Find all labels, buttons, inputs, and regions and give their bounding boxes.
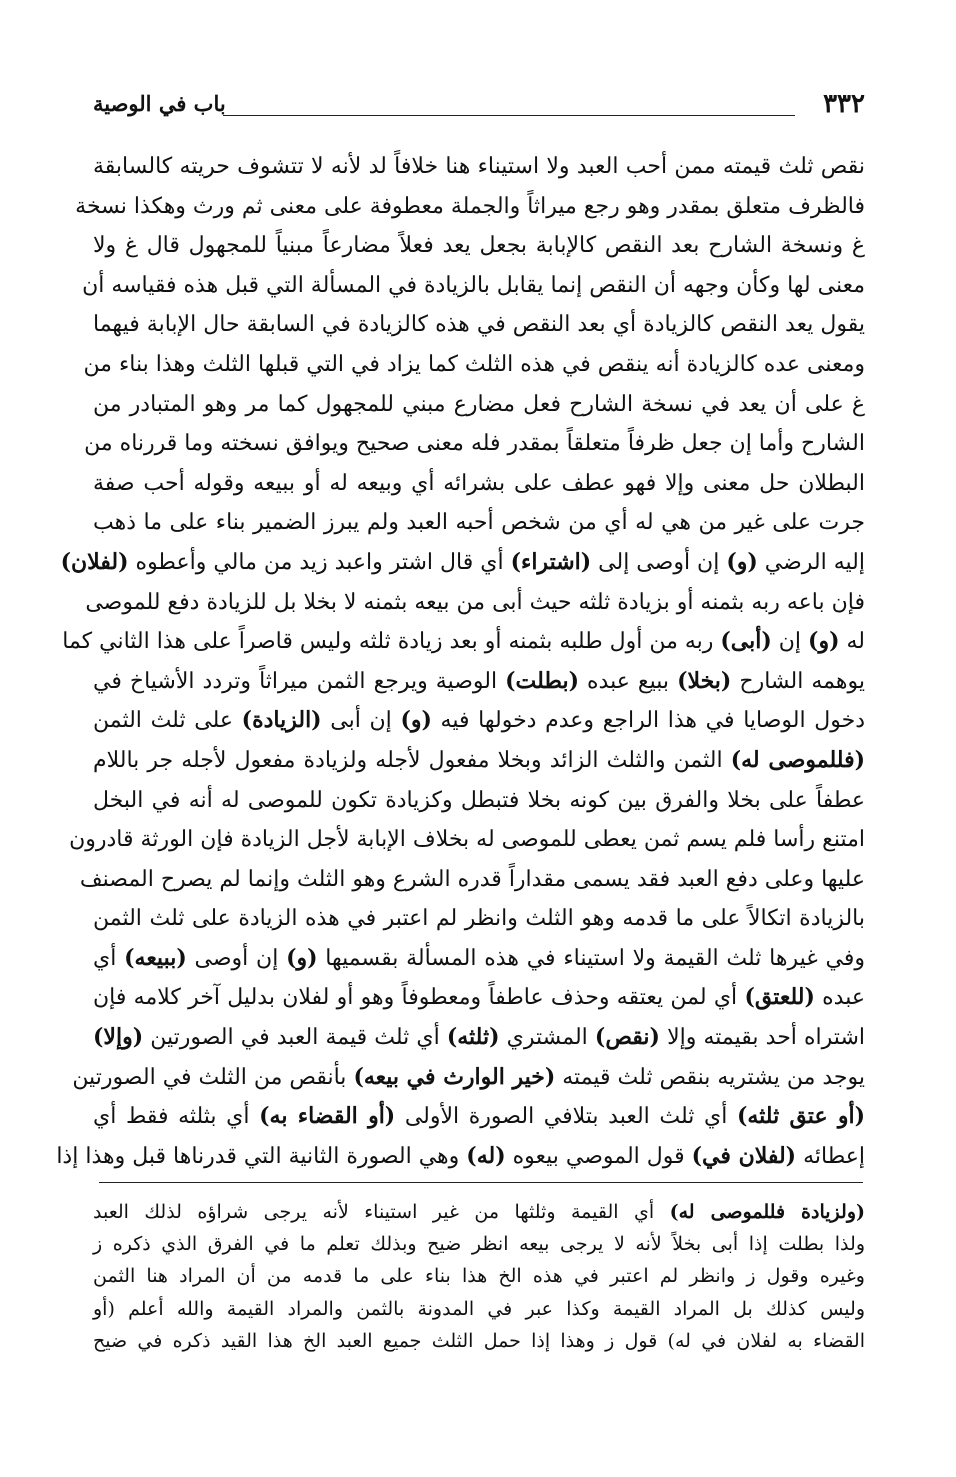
text-line: الشارح وأما إن جعل ظرفاً متعلقاً بمقدر فله معنى صحيح ويوافق نسخته وما قررناه من	[84, 431, 865, 457]
text-line: معنى لها وكأن وجهه أن النقص إنما يقابل بالزيادة في المسألة التي قبل هذه فقياسه أن	[82, 272, 865, 298]
footnote-line: وليس كذلك بل المراد القيمة وكذا عبر في المدونة بالثمن والمراد القيمة والله أعلم (أو	[93, 1297, 865, 1320]
text-line: دخول الوصايا في هذا الراجع وعدم دخولها فيه (و) إن أبى (الزيادة) على ثلث الثمن	[93, 707, 865, 734]
text-line: امتنع رأسا فلم يسم ثمن يعطى للموصى له بخلاف الإبابة لأجل الزيادة فإن الورثة قادرون	[69, 827, 865, 853]
page-number: ٣٣٢	[823, 89, 865, 119]
footnote-line: ولذا بطلت إذا أبى بخلاً لأنه لا يرجى بيعه انظر ضيح وبذلك تعلم ما في الفرق الذي ذكره ز	[93, 1233, 865, 1256]
text-line: غ على أن يعد في نسخة الشارح فعل مضارع مبني للمجهول كما مر وهو المتبادر من	[93, 391, 865, 417]
text-line: فالظرف متعلق بمقدر وهو رجع ميراثاً والجملة معطوفة على معنى ثم ورث وهكذا نسخة	[75, 193, 865, 219]
running-title: باب في الوصية	[93, 91, 226, 116]
text-line: يقول يعد النقص كالزيادة أي بعد النقص في هذه كالزيادة في السابقة حال الإبابة فيهما	[93, 312, 865, 338]
footnote-line: (ولزيادة فللموصى له) أي القيمة وثلثها من غير استيناء لأنه يرجى شراؤه لذلك العبد	[93, 1201, 865, 1223]
main-text	[56, 147, 865, 1176]
text-line: ومعنى عده كالزيادة أنه ينقص في هذه الثلث كما يزاد في التي قبلها الثلث وهذا بناء من	[83, 351, 865, 377]
footnote-text	[93, 1196, 865, 1357]
text-line: (أو عتق ثلثه) أي ثلث العبد بتلافي الصورة الأولى (أو القضاء به) أي بثلثه فقط أي	[93, 1103, 865, 1130]
footnote-line: القضاء به لفلان في له) قول ز وهذا إذا حمل الثلث جميع العبد الخ هذا القيد ذكره في ضيح	[93, 1329, 865, 1352]
header-rule	[223, 115, 795, 116]
text-line: إليه الرضي (و) إن أوصى إلى (اشتراء) أي قال اشتر واعبد زيد من مالي وأعطوه (لفلان)	[60, 548, 865, 575]
text-line: عطفاً على بخلا والفرق بين كونه بخلا فتبطل وكزيادة تكون للموصى له أنه في البخل	[93, 787, 865, 813]
text-line: عليها وعلى دفع العبد فقد يسمى مقداراً قدره الشرع وهو الثلث وإنما لم يصرح المصنف	[79, 866, 865, 892]
text-line: يوجد من يشتريه بنقص ثلث قيمته (خير الوارث في بيعه) بأنقص من الثلث في الصورتين	[72, 1063, 865, 1090]
text-line: غ ونسخة الشارح بعد النقص كالإبابة بجعل يعد فعلاً مضارعاً مبنياً للمجهول قال غ ولا	[93, 233, 865, 259]
text-line: عبده (للعتق) أي لمن يعتقه وحذف عاطفاً ومعطوفاً وهو أو لفلان بدليل آخر كلامه فإن	[93, 984, 865, 1011]
text-line: البطلان حل معنى وإلا فهو عطف على بشرائه أي وبيعه له أو ببيعه وقوله أحب صفة	[93, 470, 865, 496]
footnote-separator	[99, 1182, 863, 1183]
page-header	[93, 88, 865, 120]
text-line: بالزيادة اتكالاً على ما قدمه وهو الثلث وانظر لم اعتبر في هذه الزيادة على ثلث الثمن	[93, 906, 865, 932]
text-line: له (و) إن (أبى) ربه من أول طلبه بثمنه أو بعد زيادة ثلثه وليس قاصراً على هذا الثاني كما	[62, 628, 865, 655]
text-line: يوهمه الشارح (بخلا) ببيع عبده (بطلت) الوصية ويرجع الثمن ميراثاً وتردد الأشياخ في	[93, 667, 865, 694]
text-line: نقص ثلث قيمته ممن أحب العبد ولا استيناء هنا خلافاً لد لأنه لا تتشوف حريته كالسابقة	[93, 154, 865, 179]
footnote-line: وغيره وقول ز وانظر لم اعتبر في هذه الخ هذا بناء على ما قدمه من أن المراد هنا الثمن	[93, 1265, 865, 1288]
text-line: جرت على غير من هي له أي من شخص أحبه العبد ولم يبرز الضمير بناء على ما ذهب	[93, 510, 865, 536]
text-line: فإن باعه ربه بثمنه أو بزيادة ثلثه حيث أبى من بيعه بثمنه لا بخلا بل للزيادة دفع للموصى	[85, 589, 865, 615]
text-line: وفي غيرها ثلث القيمة ولا استيناء في هذه المسألة بقسميها (و) إن أوصى (ببيعه) أي	[93, 944, 865, 971]
text-line: اشتراه أحد بقيمته وإلا (نقص) المشتري (ثلثه) أي ثلث قيمة العبد في الصورتين (وإلا)	[93, 1024, 865, 1051]
text-line: (فللموصى له) الثمن والثلث الزائد وبخلا مفعول لأجله ولزيادة مفعول لأجله جر باللام	[93, 746, 865, 773]
text-line: إعطائه (لفلان في) قول الموصي بيعوه (له) وهي الصورة الثانية التي قدرناها قبل وهذا إذا	[56, 1142, 865, 1169]
